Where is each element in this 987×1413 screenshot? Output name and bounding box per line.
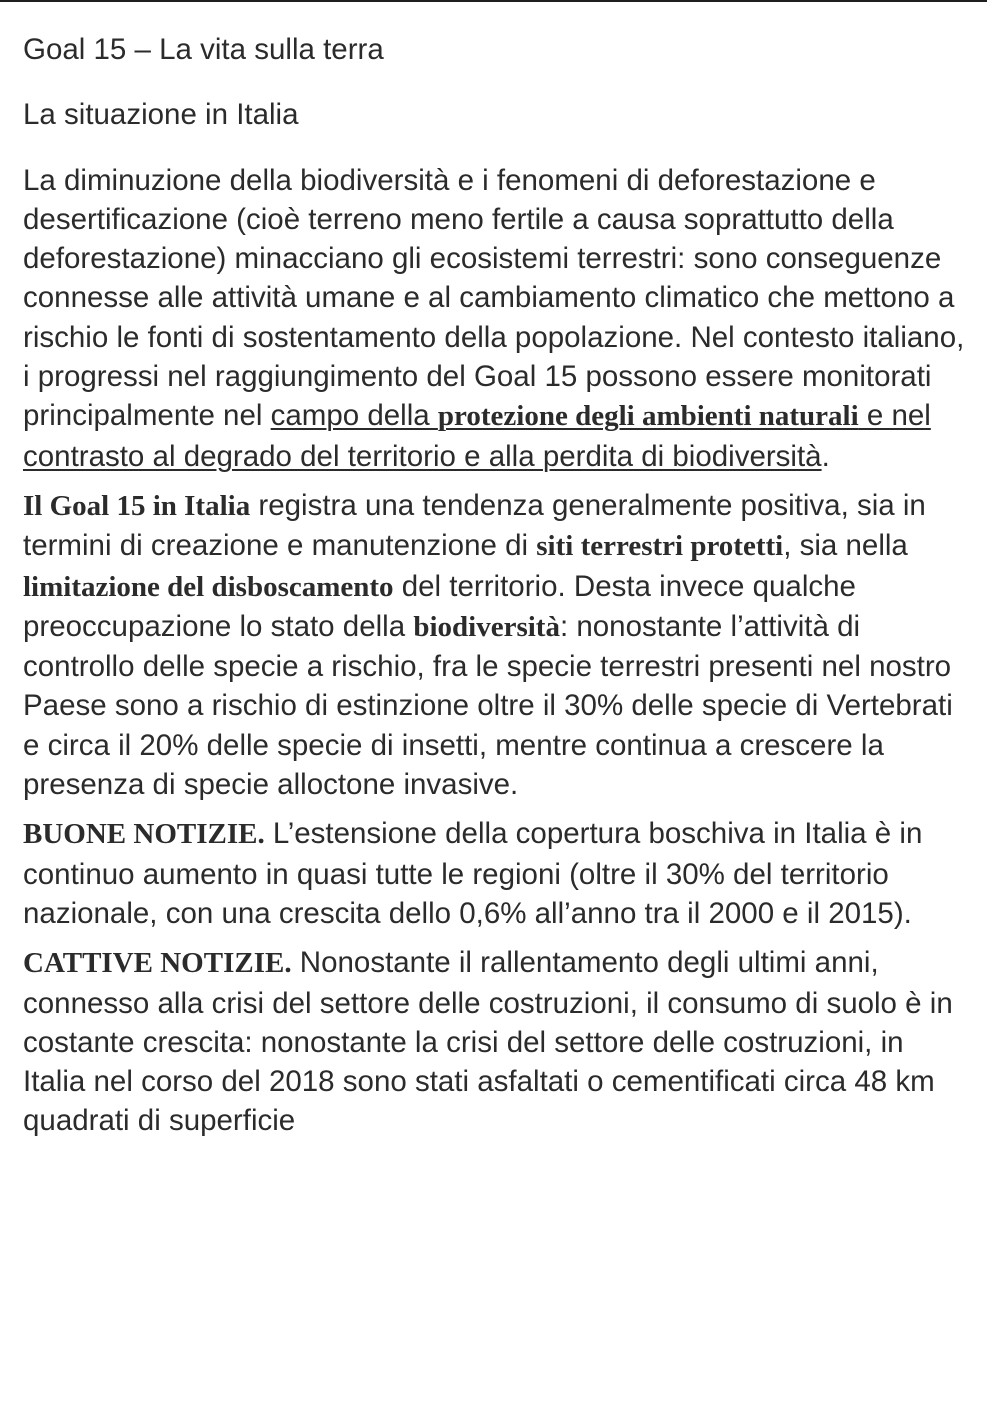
underlined-text-continued: e nel contrasto al degrado del territorio e alla perdita di biodiversità <box>23 399 931 473</box>
bold-disboscamento: limitazione del disboscamento <box>23 570 394 603</box>
bold-biodiversita: biodiversità <box>413 610 560 643</box>
bold-goal-15-italia: Il Goal 15 in Italia <box>23 489 251 522</box>
goal-text-3: del territorio. Desta invece qualche preoccupazione lo stato della <box>23 569 856 643</box>
paragraph-bad-news <box>23 943 967 1140</box>
good-news-text: L’estensione della copertura boschiva in Italia è in continuo aumento in quasi tutte le regioni (oltre il 30% del territorio nazionale, con una crescita dello 0,6% all’anno tra il 2000 e il 2015). <box>23 817 923 930</box>
bold-siti-protetti: siti terrestri protetti <box>536 530 784 563</box>
page-title: Goal 15 – La vita sulla terra <box>23 33 384 66</box>
section-title: La situazione in Italia <box>23 98 299 132</box>
intro-end: . <box>821 439 830 473</box>
goal-text-1: registra una tendenza generalmente positiva, sia in termini di creazione e manutenzione di <box>23 488 926 563</box>
goal-text-2: , sia nella <box>783 529 908 563</box>
underlined-bold-text: protezione degli ambienti naturali <box>437 400 859 433</box>
bad-news-text: Nonostante il rallentamento degli ultimi anni, connesso alla crisi del settore delle costruzioni, il consumo di suolo è in costante crescita: nonostante la crisi del settore delle costruzioni, in Italia nel corso del 2018 sono stati asfaltati o cementificati circa 48 km quadrati di superficie <box>23 946 953 1138</box>
document-body <box>23 30 967 1151</box>
top-divider <box>0 0 987 2</box>
good-news-label: BUONE NOTIZIE. <box>23 818 265 851</box>
paragraph-good-news <box>23 814 967 933</box>
intro-text: La diminuzione della biodiversità e i fenomeni di deforestazione e desertificazione (cioè terreno meno fertile a causa soprattutto della deforestazione) minacciano gli ecosistemi terrestri: sono conseguenze connesse alle attività umane e al cambiamento climatico che mettono a rischio le fonti di sostentamento della popolazione. Nel contesto italiano, i progressi nel raggiungimento del Goal 15 possono essere monitorati principalmente nel <box>23 163 965 433</box>
paragraph-intro <box>23 161 967 476</box>
bad-news-label: CATTIVE NOTIZIE. <box>23 947 292 980</box>
underlined-text: campo della <box>270 399 438 433</box>
goal-text-4: : nonostante l’attività di controllo delle specie a rischio, fra le specie terrestri presenti nel nostro Paese sono a rischio di estinzione oltre il 30% delle specie di Vertebrati e circa il 20% delle specie di insetti, mentre continua a crescere la presenza di specie alloctone invasive. <box>23 609 953 802</box>
paragraph-goal-italy <box>23 486 967 804</box>
